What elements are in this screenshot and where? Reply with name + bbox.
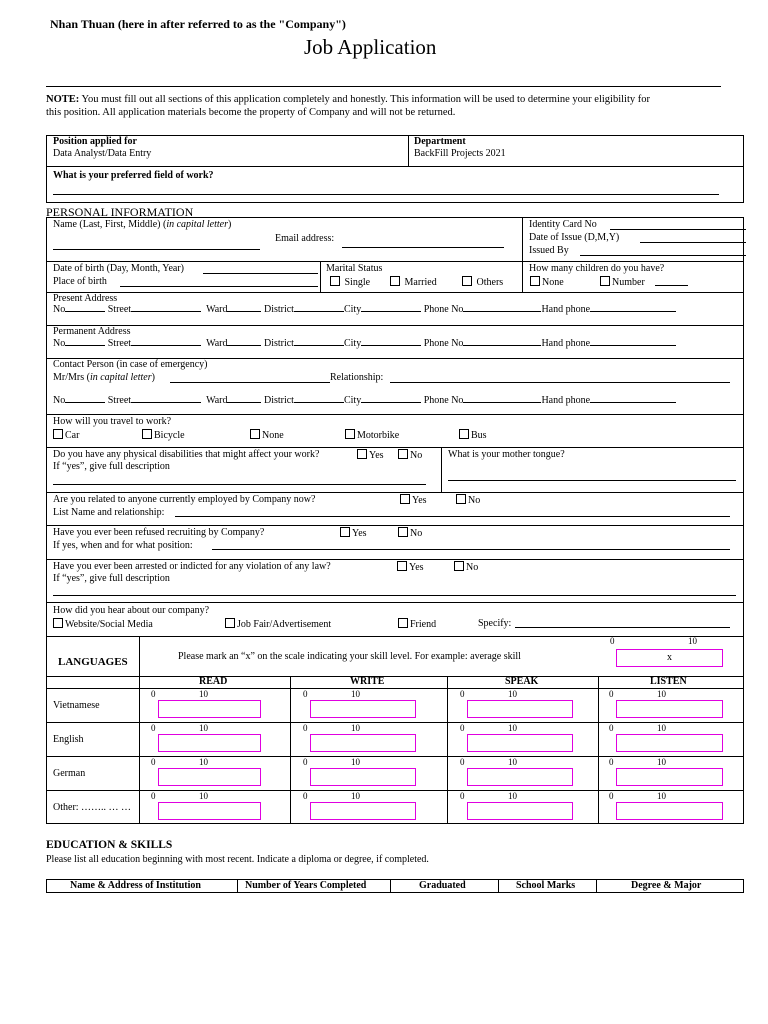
row-rule-11 (46, 602, 744, 603)
permanent-address-row[interactable]: No Street Ward District City Phone No Hand phone (53, 338, 676, 349)
related-question: Are you related to anyone currently employed by Company now? (53, 494, 316, 505)
checkbox-bus[interactable] (459, 429, 469, 439)
permanent-address-label: Permanent Address (53, 326, 131, 337)
date-issue-input[interactable] (640, 242, 746, 243)
checkbox-related-no[interactable] (456, 494, 466, 504)
edu-col-marks: School Marks (516, 880, 576, 891)
position-box (46, 135, 744, 203)
skill-scale-box[interactable] (310, 802, 416, 820)
row-rule-4 (46, 325, 744, 326)
id-card-label: Identity Card No (529, 219, 597, 230)
arrested-question: Have you ever been arrested or indicted for any violation of any law? (53, 561, 331, 572)
checkbox-disab-no[interactable] (398, 449, 408, 459)
row-rule-10 (46, 559, 744, 560)
scale-min-label: 0 (460, 791, 465, 801)
relationship-label: Relationship: (330, 372, 384, 383)
present-address-row[interactable]: No Street Ward District City Phone No Hand phone (53, 304, 676, 315)
scale-max-label: 10 (199, 723, 208, 733)
pob-input[interactable] (120, 286, 318, 287)
checkbox-arrested-no[interactable] (454, 561, 464, 571)
note-line2: this position. All application materials become the property of Company and will not be returned. (46, 107, 456, 118)
checkbox-disab-yes[interactable] (357, 449, 367, 459)
lang-col-listen: LISTEN (650, 676, 687, 687)
skill-scale-box[interactable] (310, 768, 416, 786)
edu-col-3 (498, 879, 499, 893)
checkbox-refused-yes[interactable] (340, 527, 350, 537)
scale-min-label: 0 (151, 689, 156, 699)
issued-by-input[interactable] (580, 255, 746, 256)
relationship-input[interactable] (390, 382, 730, 383)
scale-max-label: 10 (508, 723, 517, 733)
date-issue-label: Date of Issue (D,M,Y) (529, 232, 620, 243)
checkbox-bicycle[interactable] (142, 429, 152, 439)
checkbox-related-yes[interactable] (400, 494, 410, 504)
row-rule-3 (46, 292, 744, 293)
specify-input[interactable] (515, 627, 730, 628)
dob-input[interactable] (203, 273, 318, 274)
checkbox-others[interactable] (462, 276, 472, 286)
checkbox-children-number[interactable] (600, 276, 610, 286)
list-name-label: List Name and relationship: (53, 507, 165, 518)
checkbox-married[interactable] (390, 276, 400, 286)
marital-single[interactable]: Single (330, 276, 370, 288)
lang-header-rule-top (46, 676, 744, 677)
scale-max-label: 10 (351, 757, 360, 767)
travel-bus[interactable]: Bus (459, 429, 487, 441)
travel-none[interactable]: None (250, 429, 284, 441)
preferred-field-question: What is your preferred field of work? (53, 170, 214, 181)
skill-scale-box[interactable] (158, 734, 261, 752)
row-rule-8 (46, 492, 744, 493)
lang-col-write: WRITE (350, 676, 385, 687)
hear-website[interactable]: Website/Social Media (53, 618, 153, 630)
hear-friend[interactable]: Friend (398, 618, 436, 630)
skill-scale-box[interactable] (616, 700, 723, 718)
scale-min-label: 0 (460, 689, 465, 699)
position-hrule (46, 166, 744, 167)
children-none[interactable]: None (530, 276, 564, 288)
checkbox-arrested-yes[interactable] (397, 561, 407, 571)
skill-scale-box[interactable] (616, 734, 723, 752)
arrested-if-yes: If “yes”, give full description (53, 573, 170, 584)
checkbox-refused-no[interactable] (398, 527, 408, 537)
mother-tongue-question: What is your mother tongue? (448, 449, 565, 460)
skill-scale-box[interactable] (467, 700, 573, 718)
scale-max-label: 10 (199, 757, 208, 767)
related-yes[interactable]: Yes (400, 494, 427, 506)
refused-if-yes: If yes, when and for what position: (53, 540, 193, 551)
disabilities-yes[interactable]: Yes (357, 449, 384, 461)
row-rule-2 (46, 261, 744, 262)
scale-min-label: 0 (151, 723, 156, 733)
scale-min-label: 0 (303, 723, 308, 733)
languages-heading: LANGUAGES (58, 656, 128, 668)
edu-col-degree: Degree & Major (631, 880, 702, 891)
email-input[interactable] (342, 247, 504, 248)
row-rule-9 (46, 525, 744, 526)
refused-question: Have you ever been refused recruiting by Company? (53, 527, 265, 538)
checkbox-children-none[interactable] (530, 276, 540, 286)
name-input[interactable] (53, 249, 260, 250)
related-no[interactable]: No (456, 494, 480, 506)
scale-min-label: 0 (609, 723, 614, 733)
lang-row-german: German (53, 768, 86, 779)
checkbox-single[interactable] (330, 276, 340, 286)
example-scale-box: x (616, 649, 723, 667)
scale-max-label: 10 (199, 689, 208, 699)
contact-name-input[interactable] (170, 382, 330, 383)
scale-min-label: 0 (303, 689, 308, 699)
lang-row-other: Other: …….. … … (53, 802, 132, 813)
note-text1: You must fill out all sections of this application completely and honestly. This information will be used to determine your eligibility for (81, 94, 650, 105)
skill-scale-box[interactable] (467, 734, 573, 752)
education-instruction: Please list all education beginning with most recent. Indicate a diploma or degree, if completed. (46, 854, 429, 865)
lang-col-2 (447, 676, 448, 824)
lang-col-read: READ (199, 676, 228, 687)
scale-max-label: 10 (508, 689, 517, 699)
id-divider (522, 217, 523, 292)
scale-min-label: 0 (609, 791, 614, 801)
lang-col-1 (290, 676, 291, 824)
title-rule (46, 86, 721, 87)
skill-scale-box[interactable] (616, 768, 723, 786)
travel-bicycle[interactable]: Bicycle (142, 429, 185, 441)
scale-max-label: 10 (351, 689, 360, 699)
disabilities-if-yes: If “yes”, give full description (53, 461, 170, 472)
hear-jobfair[interactable]: Job Fair/Advertisement (225, 618, 331, 630)
refused-input[interactable] (212, 549, 730, 550)
specify-label: Specify: (478, 618, 512, 629)
checkbox-website[interactable] (53, 618, 63, 628)
row-rule-6 (46, 414, 744, 415)
edu-col-1 (237, 879, 238, 893)
skill-scale-box[interactable] (310, 700, 416, 718)
refused-no[interactable]: No (398, 527, 422, 539)
arrested-yes[interactable]: Yes (397, 561, 424, 573)
note-label: NOTE: (46, 94, 80, 105)
contact-address-row[interactable]: No Street Ward District City Phone No Hand phone (53, 395, 676, 406)
edu-col-2 (390, 879, 391, 893)
example-scale-max: 10 (688, 636, 697, 646)
mother-tongue-divider (441, 447, 442, 492)
contact-label: Contact Person (in case of emergency) (53, 359, 208, 370)
scale-min-label: 0 (303, 757, 308, 767)
education-heading: EDUCATION & SKILLS (46, 839, 173, 851)
arrested-no[interactable]: No (454, 561, 478, 573)
scale-min-label: 0 (460, 723, 465, 733)
id-card-input[interactable] (610, 229, 746, 230)
skill-scale-box[interactable] (310, 734, 416, 752)
children-number-input[interactable] (655, 285, 688, 286)
skill-scale-box[interactable] (158, 802, 261, 820)
mother-tongue-input[interactable] (448, 480, 736, 481)
scale-max-label: 10 (508, 757, 517, 767)
scale-min-label: 0 (151, 791, 156, 801)
note-line1 (46, 94, 650, 105)
lang-col-speak: SPEAK (505, 676, 539, 687)
lang-col-0 (139, 676, 140, 824)
lang-col-3 (598, 676, 599, 824)
position-label: Position applied for (53, 136, 137, 147)
checkbox-jobfair[interactable] (225, 618, 235, 628)
skill-scale-box[interactable] (616, 802, 723, 820)
department-label: Department (414, 136, 466, 147)
department-value[interactable]: BackFill Projects 2021 (414, 148, 506, 159)
scale-min-label: 0 (303, 791, 308, 801)
position-value[interactable]: Data Analyst/Data Entry (53, 148, 152, 159)
company-line: Nhan Thuan (here in after referred to as the "Company") (50, 17, 346, 31)
edu-col-4 (596, 879, 597, 893)
scale-min-label: 0 (151, 757, 156, 767)
marital-others[interactable]: Others (462, 276, 503, 288)
dob-label: Date of birth (Day, Month, Year) (53, 263, 184, 274)
list-name-input[interactable] (175, 516, 730, 517)
pob-label: Place of birth (53, 276, 107, 287)
edu-col-years: Number of Years Completed (245, 880, 367, 891)
scale-max-label: 10 (657, 757, 666, 767)
checkbox-friend[interactable] (398, 618, 408, 628)
scale-min-label: 0 (609, 689, 614, 699)
lang-row-english: English (53, 734, 84, 745)
edu-col-institution: Name & Address of Institution (70, 880, 201, 891)
scale-max-label: 10 (351, 791, 360, 801)
languages-instruction: Please mark an “x” on the scale indicating your skill level. For example: average skill (178, 651, 521, 662)
issued-by-label: Issued By (529, 245, 569, 256)
arrested-input[interactable] (53, 595, 736, 596)
checkbox-motorbike[interactable] (345, 429, 355, 439)
position-divider (408, 135, 409, 166)
checkbox-travel-none[interactable] (250, 429, 260, 439)
skill-scale-box[interactable] (467, 768, 573, 786)
row-rule-12 (46, 636, 744, 637)
scale-max-label: 10 (351, 723, 360, 733)
scale-max-label: 10 (657, 723, 666, 733)
present-address-label: Present Address (53, 293, 118, 304)
marital-label: Marital Status (326, 263, 383, 274)
skill-scale-box[interactable] (158, 700, 261, 718)
scale-max-label: 10 (508, 791, 517, 801)
scale-max-label: 10 (657, 791, 666, 801)
edu-col-graduated: Graduated (419, 880, 466, 891)
lang-row-vietnamese: Vietnamese (53, 700, 100, 711)
marital-married[interactable]: Married (390, 276, 437, 288)
marital-divider (320, 261, 321, 292)
preferred-field-input[interactable] (53, 194, 719, 195)
children-number[interactable]: Number (600, 276, 645, 288)
travel-question: How will you travel to work? (53, 416, 172, 427)
refused-yes[interactable]: Yes (340, 527, 367, 539)
page-title: Job Application (304, 35, 437, 59)
skill-scale-box[interactable] (158, 768, 261, 786)
name-label: Name (Last, First, Middle) (in capital letter) (53, 219, 232, 230)
personal-heading: PERSONAL INFORMATION (46, 205, 194, 219)
disabilities-input[interactable] (53, 484, 426, 485)
disabilities-no[interactable]: No (398, 449, 422, 461)
scale-max-label: 10 (199, 791, 208, 801)
row-rule-7 (46, 447, 744, 448)
hear-question: How did you hear about our company? (53, 605, 210, 616)
email-label: Email address: (275, 233, 335, 244)
languages-divider (139, 636, 140, 676)
scale-min-label: 0 (609, 757, 614, 767)
scale-min-label: 0 (460, 757, 465, 767)
checkbox-car[interactable] (53, 429, 63, 439)
example-scale-min: 0 (610, 636, 615, 646)
disabilities-question: Do you have any physical disabilities that might affect your work? (53, 449, 320, 460)
contact-mrmrs-label: Mr/Mrs (in capital letter) (53, 372, 155, 383)
scale-max-label: 10 (657, 689, 666, 699)
children-question: How many children do you have? (529, 263, 665, 274)
travel-motorbike[interactable]: Motorbike (345, 429, 399, 441)
travel-car[interactable]: Car (53, 429, 79, 441)
skill-scale-box[interactable] (467, 802, 573, 820)
